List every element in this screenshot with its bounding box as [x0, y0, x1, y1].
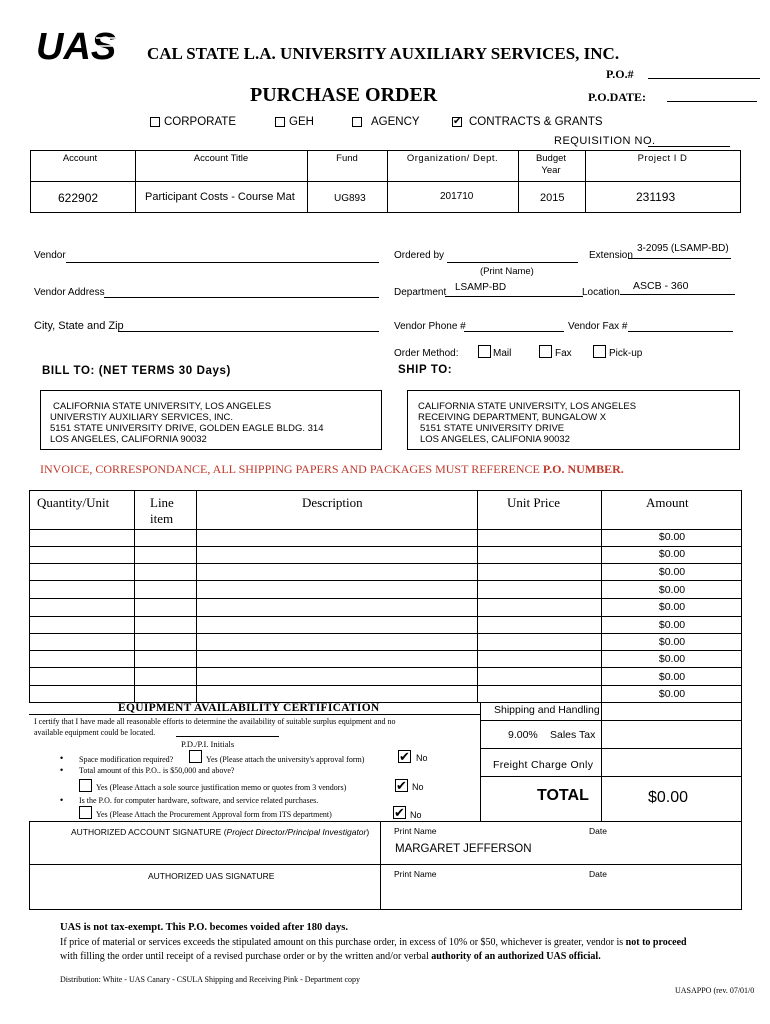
vendor-address-label: Vendor Address [34, 287, 105, 298]
print-name-label-1: Print Name [394, 826, 437, 836]
uas-signature-label: AUTHORIZED UAS SIGNATURE [148, 871, 275, 881]
ship-to-heading: SHIP TO: [398, 364, 453, 376]
vendor-fax-label: Vendor Fax # [568, 321, 628, 332]
q1-no-checkbox[interactable] [398, 750, 411, 763]
account-value[interactable]: 622902 [58, 191, 99, 205]
q3-text: Is the P.O. for computer hardware, software, and service related purchases. [79, 796, 319, 805]
vendor-field[interactable] [66, 262, 379, 263]
po-date-label: P.O.DATE: [588, 90, 647, 104]
certification-text-2: available equipment could be located. [34, 728, 156, 737]
account-signature-label: AUTHORIZED ACCOUNT SIGNATURE (Project Director/Principal Investigator) [71, 827, 370, 837]
q2-no-checkbox[interactable] [395, 779, 408, 792]
bill-to-line: CALIFORNIA STATE UNIVERSITY, LOS ANGELES [53, 401, 272, 412]
bill-to-box [40, 390, 382, 450]
agency-label: AGENCY [371, 116, 420, 128]
price-notice-1: If price of material or services exceeds the stipulated amount on this purchase order, in excess of 10% or $50, whichever is greater, vendor is not to proceed [60, 937, 687, 948]
header-unit-price: Unit Price [507, 495, 561, 510]
project-id-value[interactable]: 231193 [636, 190, 676, 204]
vendor-fax-field[interactable] [628, 331, 733, 332]
q3-no-label: No [410, 810, 422, 820]
certification-heading: EQUIPMENT AVAILABILITY CERTIFICATION [118, 702, 380, 714]
mail-checkbox[interactable] [478, 345, 491, 358]
row-amount: $0.00 [658, 636, 686, 648]
price-notice-2: with filling the order until receipt of a revised purchase order or by the written and/or verbal authority of an authorized UAS official. [60, 951, 601, 962]
geh-checkbox[interactable] [275, 117, 285, 127]
org-name: CAL STATE L.A. UNIVERSITY AUXILIARY SERVICES, INC. [147, 44, 620, 63]
pickup-label: Pick-up [609, 348, 643, 359]
row-amount: $0.00 [658, 548, 686, 560]
ship-to-line: 5151 STATE UNIVERSITY DRIVE [420, 423, 565, 434]
total-label: TOTAL [537, 787, 589, 804]
initials-label: P.D./P.I. Initials [181, 739, 235, 749]
bill-to-heading: BILL TO: (NET TERMS 30 Days) [42, 365, 231, 377]
po-date-field[interactable] [667, 101, 757, 102]
bill-to-line: UNIVERSTIY AUXILIARY SERVICES, INC. [50, 412, 234, 423]
row-amount: $0.00 [658, 584, 686, 596]
shipping-handling-label: Shipping and Handling [494, 704, 600, 716]
q1-yes-checkbox[interactable] [189, 750, 202, 763]
ordered-by-field[interactable] [447, 262, 578, 263]
ship-to-box [407, 390, 740, 450]
org-dept-value[interactable]: 201710 [440, 191, 474, 202]
extension-value[interactable]: 3-2095 (LSAMP-BD) [637, 243, 729, 254]
department-value[interactable]: LSAMP-BD [455, 282, 507, 293]
sales-tax-rate: 9.00% [508, 729, 538, 741]
reference-notice: INVOICE, CORRESPONDANCE, ALL SHIPPING PAPERS AND PACKAGES MUST REFERENCE P.O. NUMBER. [40, 462, 624, 476]
q3-yes-text: Yes (Please Attach the Procurement Approval form from ITS department) [96, 810, 332, 819]
requisition-label: REQUISITION NO. [554, 135, 656, 147]
corporate-checkbox[interactable] [150, 117, 160, 127]
geh-label: GEH [289, 116, 314, 128]
q2-no-label: No [412, 782, 424, 792]
q1-no-label: No [416, 753, 428, 763]
location-field[interactable] [620, 294, 735, 295]
department-label: Department [394, 287, 447, 298]
print-name-hint: (Print Name) [480, 266, 534, 277]
extension-label: Extension [589, 250, 633, 261]
page-title: PURCHASE ORDER [250, 84, 438, 106]
city-state-zip-label: City, State and Zip [34, 320, 124, 332]
vendor-phone-field[interactable] [464, 331, 564, 332]
fax-checkbox[interactable] [539, 345, 552, 358]
department-field[interactable] [445, 296, 583, 297]
q2-yes-checkbox[interactable] [79, 779, 92, 792]
q3-yes-checkbox[interactable] [79, 806, 92, 819]
initials-field[interactable] [176, 736, 279, 737]
q2-yes-text: Yes (Please Attach a sole source justification memo or quotes from 3 vendors) [96, 783, 347, 792]
q1-yes-text: Yes (Please attach the university's approval form) [206, 755, 365, 764]
fund-value[interactable]: UG893 [334, 193, 366, 204]
q1-text: Space modification required? [79, 755, 174, 764]
extension-field[interactable] [628, 258, 731, 259]
header-line-item: Line item [150, 495, 174, 526]
account-title-value[interactable]: Participant Costs - Course Mat [145, 191, 295, 203]
header-amount: Amount [646, 495, 689, 510]
bullet: • [60, 765, 64, 775]
bill-to-line: 5151 STATE UNIVERSITY DRIVE, GOLDEN EAGLE BLDG. 314 [50, 423, 324, 434]
header-account-title: Account Title [193, 153, 249, 164]
date-label-1: Date [589, 826, 607, 836]
bill-to-line: LOS ANGELES, CALIFORNIA 90032 [50, 434, 207, 445]
q2-text: Total amount of this P.O.. is $50,000 and above? [79, 766, 235, 775]
date-label-2: Date [589, 869, 607, 879]
row-amount: $0.00 [658, 566, 686, 578]
ship-to-line: CALIFORNIA STATE UNIVERSITY, LOS ANGELES [418, 401, 637, 412]
header-fund: Fund [336, 153, 358, 164]
vendor-address-field[interactable] [104, 297, 379, 298]
total-value: $0.00 [648, 789, 689, 806]
mail-label: Mail [493, 348, 512, 359]
certification-text: I certify that I have made all reasonable efforts to determine the availability of suitable surplus equipment and no [34, 717, 396, 726]
agency-checkbox[interactable] [352, 117, 362, 127]
city-state-zip-field[interactable] [118, 331, 379, 332]
ordered-by-label: Ordered by [394, 250, 445, 261]
location-value[interactable]: ASCB - 360 [633, 280, 689, 292]
budget-year-value[interactable]: 2015 [540, 192, 565, 204]
po-number-label: P.O.# [606, 67, 634, 81]
row-amount: $0.00 [658, 619, 686, 631]
ship-to-line: LOS ANGELES, CALIFONIA 90032 [420, 434, 570, 445]
sales-tax-label: Sales Tax [550, 729, 596, 741]
pickup-checkbox[interactable] [593, 345, 606, 358]
distribution: Distribution: White - UAS Canary - CSULA Shipping and Receiving Pink - Department copy [60, 975, 361, 984]
row-amount: $0.00 [658, 653, 686, 665]
header-org-dept: Organization/ Dept. [406, 153, 499, 164]
vendor-label: Vendor [34, 250, 66, 261]
requisition-field[interactable] [648, 146, 730, 147]
header-project-id: Project I D [637, 153, 688, 164]
vendor-phone-label: Vendor Phone # [394, 321, 466, 332]
contracts-grants-checkbox[interactable] [452, 117, 462, 127]
tax-notice: UAS is not tax-exempt. This P.O. becomes voided after 180 days. [60, 922, 348, 933]
q3-no-checkbox[interactable] [393, 806, 406, 819]
location-label: Location [582, 287, 620, 298]
freight-charge-label: Freight Charge Only [493, 759, 594, 771]
bullet: • [60, 753, 64, 763]
bullet: • [60, 795, 64, 805]
row-amount: $0.00 [658, 688, 686, 700]
row-amount: $0.00 [658, 531, 686, 543]
row-amount: $0.00 [658, 671, 686, 683]
header-description: Description [302, 495, 363, 510]
svg-text:UAS: UAS [36, 28, 117, 64]
print-name-value[interactable]: MARGARET JEFFERSON [395, 843, 532, 855]
header-quantity-unit: Quantity/Unit [37, 495, 110, 510]
po-number-field[interactable] [648, 78, 760, 79]
print-name-label-2: Print Name [394, 869, 437, 879]
form-id: UASAPPO (rev. 07/01/0 [675, 986, 755, 995]
corporate-label: CORPORATE [164, 116, 236, 128]
order-method-label: Order Method: [394, 348, 459, 359]
header-account: Account [62, 153, 98, 164]
row-amount: $0.00 [658, 601, 686, 613]
contracts-grants-label: CONTRACTS & GRANTS [469, 116, 603, 128]
header-budget-year: Budget Year [535, 153, 567, 176]
ship-to-line: RECEIVING DEPARTMENT, BUNGALOW X [418, 412, 607, 423]
fax-label: Fax [555, 348, 572, 359]
uas-logo [36, 28, 138, 64]
